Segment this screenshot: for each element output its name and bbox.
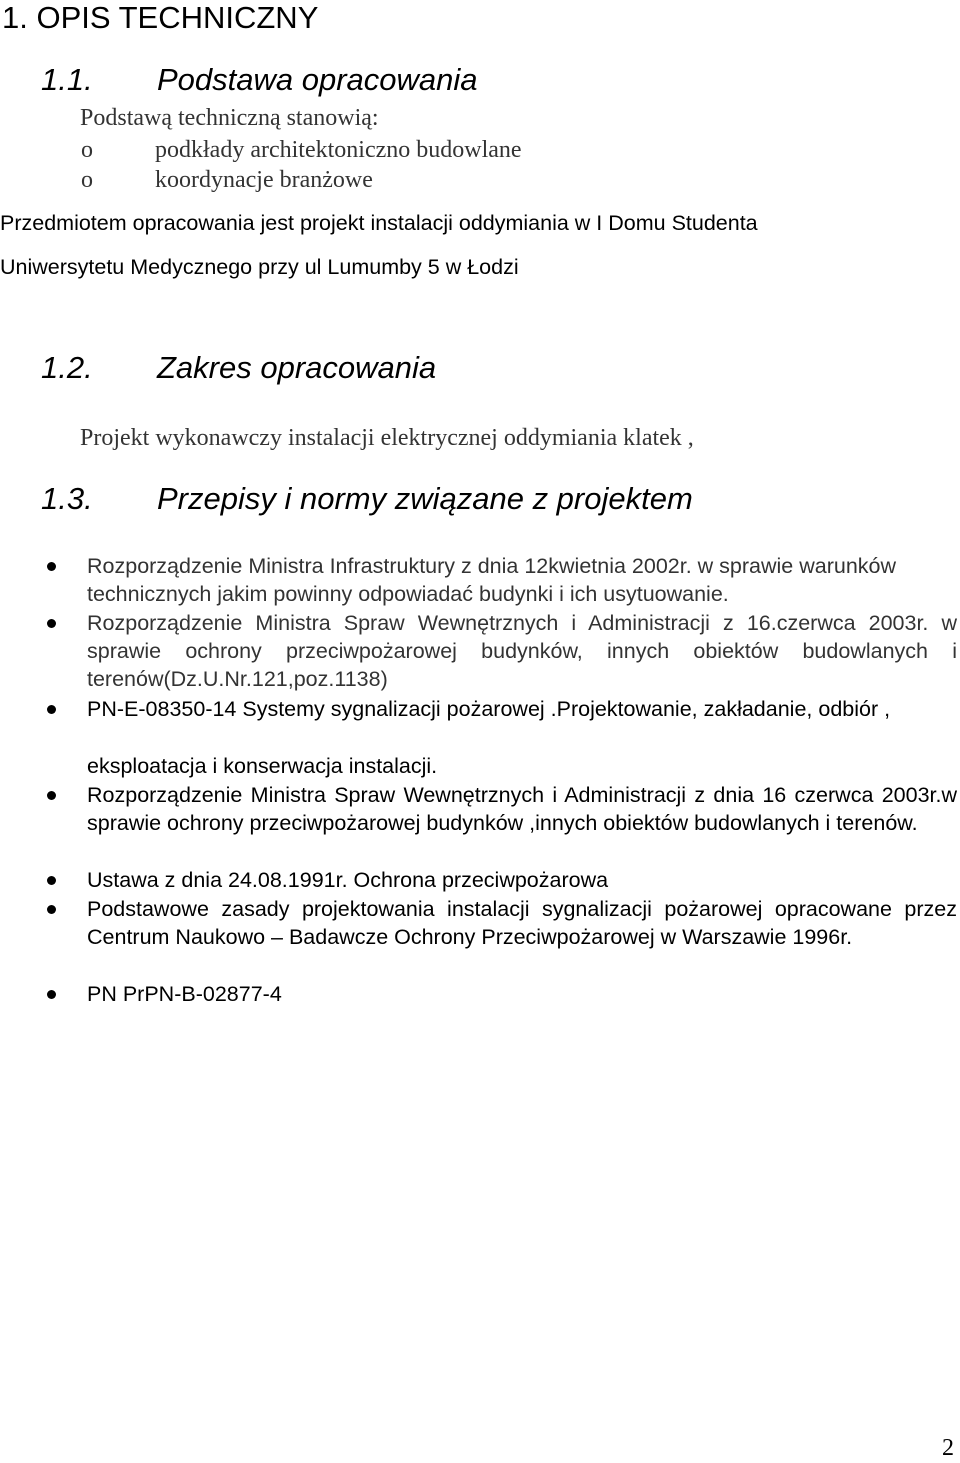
section-number: 1.3. [41, 481, 93, 516]
bullet-icon [47, 562, 56, 571]
list-item-text: Rozporządzenie Ministra Spraw Wewnętrznych i Administracji z dnia 16 czerwca 2003r.w sprawie ochrony przeciwpożarowej budynków ,innych obiektów budowlanych i terenów. [87, 783, 957, 835]
section-1-3-heading [41, 481, 841, 517]
list-item [81, 136, 781, 164]
subject-line-1: Przedmiotem opracowania jest projekt instalacji oddymiania w I Domu Studenta [0, 211, 758, 235]
list-marker: o [81, 167, 93, 193]
list-marker: o [81, 137, 93, 163]
list-item-text: PN-E-08350-14 Systemy sygnalizacji pożarowej .Projektowanie, zakładanie, odbiór , [87, 697, 891, 721]
section-number: 1.1. [41, 62, 93, 97]
list-item-text: eksploatacja i konserwacja instalacji. [87, 754, 438, 778]
list-item-text: koordynacje branżowe [155, 167, 373, 193]
bullet-icon [47, 619, 56, 628]
section-title: Podstawa opracowania [157, 62, 478, 97]
bullet-icon [47, 990, 56, 999]
list-item-text: Rozporządzenie Ministra Infrastruktury z dnia 12kwietnia 2002r. w sprawie warunków technicznych jakim powinny odpowiadać budynki i ich usytuowanie. [87, 554, 897, 606]
section-1-1-heading [41, 62, 741, 98]
section-1-2-text: Projekt wykonawczy instalacji elektrycznej oddymiania klatek , [80, 425, 694, 451]
list-item [81, 166, 781, 194]
list-item-text: Ustawa z dnia 24.08.1991r. Ochrona przeciwpożarowa [87, 868, 609, 892]
section-1-2-heading [41, 350, 741, 386]
list-item-text: Rozporządzenie Ministra Spraw Wewnętrznych i Administracji z 16.czerwca 2003r. w sprawie ochrony przeciwpożarowej budynków, innych obiektów budowlanych i terenów(Dz.U.Nr.121,poz.1138) [87, 611, 957, 691]
subject-line-2: Uniwersytetu Medycznego przy ul Lumumby 5 w Łodzi [0, 255, 519, 279]
section-1-1-intro: Podstawą techniczną stanowią: [80, 105, 379, 131]
list-item-text: Podstawowe zasady projektowania instalacji sygnalizacji pożarowej opracowane przez Centrum Naukowo – Badawcze Ochrony Przeciwpożarowej w Warszawie 1996r. [87, 897, 957, 949]
bullet-icon [47, 905, 56, 914]
bullet-icon [47, 876, 56, 885]
section-title: Zakres opracowania [157, 350, 437, 385]
document-heading: 1. OPIS TECHNICZNY [2, 0, 319, 35]
bullet-icon [47, 791, 56, 800]
list-item-text: podkłady architektoniczno budowlane [155, 137, 522, 163]
list-item-text: PN PrPN-B-02877-4 [87, 982, 282, 1006]
page-number: 2 [942, 1435, 954, 1461]
section-title: Przepisy i normy związane z projektem [157, 481, 693, 516]
bullet-icon [47, 705, 56, 714]
section-number: 1.2. [41, 350, 93, 385]
